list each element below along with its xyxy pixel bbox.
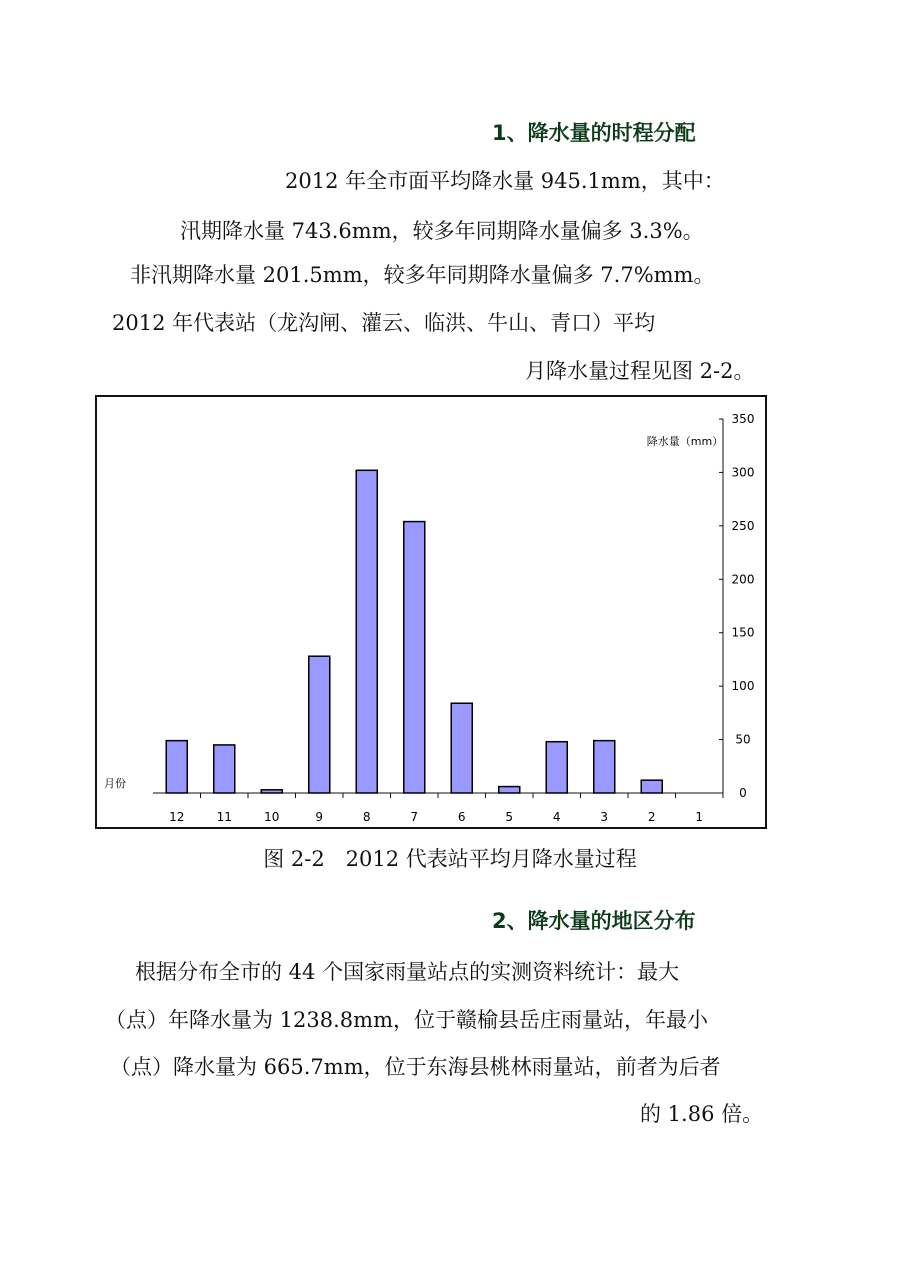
x-tick-label-5: 5 — [505, 810, 514, 824]
bar-month-12 — [166, 741, 187, 793]
y-tick-label-50: 50 — [735, 732, 751, 747]
x-tick-label-12: 12 — [169, 810, 185, 824]
y-tick-label-300: 300 — [731, 465, 755, 480]
section-1-line-5: 月降水量过程见图 2-2。 — [525, 359, 755, 383]
y-axis-label: 降水量（mm） — [646, 435, 724, 448]
y-tick-label-150: 150 — [731, 625, 755, 640]
y-tick-label-250: 250 — [731, 518, 755, 533]
bar-month-9 — [309, 656, 330, 793]
x-tick-label-2: 2 — [647, 810, 656, 824]
y-tick-label-350: 350 — [731, 412, 755, 426]
section-2-line-3: （点）降水量为 665.7mm，位于东海县桃林雨量站，前者为后者 — [110, 1055, 721, 1079]
x-tick-label-8: 8 — [362, 810, 371, 824]
x-tick-label-3: 3 — [600, 810, 609, 824]
x-axis-label: 月份 — [104, 777, 126, 790]
section-1-line-4: 2012 年代表站（龙沟闸、灌云、临洪、牛山、青口）平均 — [112, 311, 656, 335]
section-1-line-1: 2012 年全市面平均降水量 945.1mm，其中： — [285, 169, 725, 193]
x-tick-label-11: 11 — [216, 810, 232, 824]
x-tick-label-1: 1 — [695, 810, 704, 824]
y-tick-label-100: 100 — [731, 679, 755, 694]
section-1-heading: 1、降水量的时程分配 — [492, 121, 696, 145]
bar-month-7 — [404, 522, 425, 793]
y-tick-label-0: 0 — [739, 786, 747, 800]
bar-month-2 — [641, 780, 662, 793]
bar-month-8 — [356, 470, 377, 793]
section-2-line-2: （点）年降水量为 1238.8mm，位于赣榆县岳庄雨量站，年最小 — [105, 1008, 708, 1032]
bar-month-4 — [546, 742, 567, 793]
bar-month-5 — [499, 787, 520, 793]
section-2-line-4: 的 1.86 倍。 — [640, 1102, 764, 1126]
section-2-heading: 2、降水量的地区分布 — [492, 909, 696, 933]
x-tick-label-9: 9 — [315, 810, 324, 824]
monthly-precipitation-chart — [97, 397, 765, 827]
section-1-line-3: 非汛期降水量 201.5mm，较多年同期降水量偏多 7.7%mm。 — [130, 263, 715, 287]
bar-month-10 — [261, 790, 282, 793]
x-tick-label-10: 10 — [264, 810, 280, 824]
figure-caption: 图 2-2 2012 代表站平均月降水量过程 — [263, 847, 637, 871]
x-tick-label-7: 7 — [410, 810, 419, 824]
x-tick-label-4: 4 — [552, 810, 561, 824]
y-tick-label-200: 200 — [731, 572, 755, 587]
x-tick-label-6: 6 — [457, 810, 466, 824]
chart-frame — [95, 395, 767, 829]
bar-month-11 — [214, 745, 235, 793]
section-2-line-1: 根据分布全市的 44 个国家雨量站点的实测资料统计：最大 — [135, 960, 680, 984]
bar-month-3 — [594, 741, 615, 793]
section-1-line-2: 汛期降水量 743.6mm，较多年同期降水量偏多 3.3%。 — [180, 219, 704, 243]
bar-month-6 — [451, 703, 472, 793]
